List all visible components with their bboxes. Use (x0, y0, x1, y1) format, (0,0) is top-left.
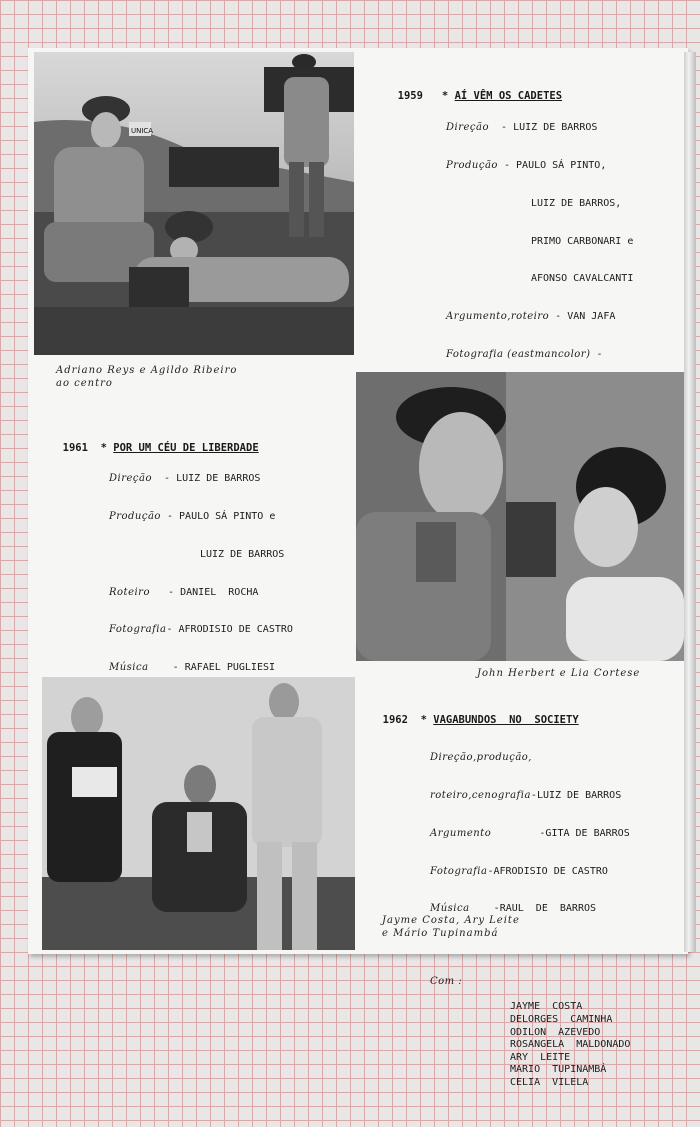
next-page-edge (684, 52, 696, 952)
caption-photo1: Adriano Reys e Agildo Ribeiro ao centro (56, 365, 238, 389)
film-year: 1959 (397, 90, 423, 102)
caption-photo2: John Herbert e Lia Cortese (477, 668, 641, 679)
film-year: 1962 (382, 714, 408, 726)
film-1962-credits: Direção,produção, roteiro,cenografia - LUIZ DE BARROS Argumento - GITA DE BARROS Fotografia - AFRODISIO DE CASTRO Música - RAUL DE BARROS Com : JAYME COSTA DELORGES CAMINHA ODILON AZEVEDO ROSANGELA MALDONADO ARY LEITE MARIO TUPINAMBÁ CELIA VILELA (430, 727, 630, 1127)
film-title: VAGABUNDOS NO SOCIETY (433, 714, 579, 726)
film-title: AÍ VÊM OS CADETES (454, 90, 563, 102)
photo-vagabundos (42, 677, 355, 950)
sign-text: UNICA (131, 127, 154, 135)
film-1961-heading: 1961 * POR UM CÉU DE LIBERDADE (62, 442, 259, 454)
film-1961-credits: Direção - LUIZ DE BARROS Produção - PAULO SÁ PINTO e LUIZ DE BARROS Roteiro - DANIEL ROCHA Fotografia - AFRODISIO DE CASTRO Música - RAFAEL PUGLIESI (109, 448, 303, 874)
film-title: POR UM CÉU DE LIBERDADE (113, 442, 259, 454)
film-1962-heading: 1962 * VAGABUNDOS NO SOCIETY (382, 714, 579, 726)
film-1959-credits: Direção - LUIZ DE BARROS Produção - PAULO SÁ PINTO, LUIZ DE BARROS, PRIMO CARBONARI e AFONSO CAVALCANTI Argumento,roteiro - VAN JAFA Fotografia (eastmancolor) - (446, 97, 640, 649)
photo-herbert-cortese (356, 372, 684, 661)
film-1959-heading: 1959 * AÍ VÊM OS CADETES (397, 90, 563, 102)
film-year: 1961 (62, 442, 88, 454)
cast-list: JAYME COSTA DELORGES CAMINHA ODILON AZEVEDO ROSANGELA MALDONADO ARY LEITE MARIO TUPINAMBÁ CELIA VILELA (510, 1001, 631, 1089)
photo-cadets (34, 52, 354, 355)
caption-photo3: Jayme Costa, Ary Leite e Mário Tupinambá (382, 915, 520, 939)
